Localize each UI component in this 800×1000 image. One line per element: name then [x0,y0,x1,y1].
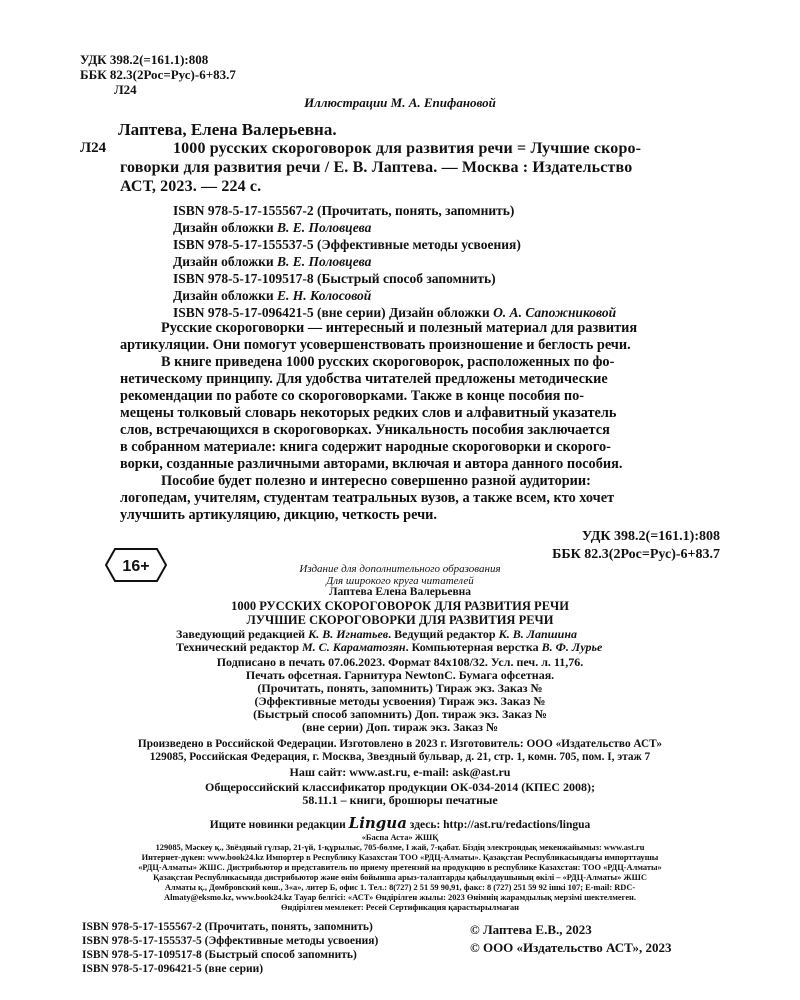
print-info-line: (вне серии) Доп. тираж экз. Заказ № [301,720,499,734]
annotation-line: Русские скороговорки — интересный и полезный материал для развития [161,320,638,336]
kz-line: 129085, Мәскеу қ., Звёздный гүлзар, 21-үй, 1-құрылыс, 705-бөлме, I жай, 7-қабат. Біздің электрондық мекенжайымыз: www.ast.ru [155,843,645,852]
title-line: АСТ, 2023. — 224 с. [120,178,262,195]
kz-line: Интернет-дүкен: www.book24.kz Импортер в Республику Казахстан ТОО «РДЦ-Алматы». Қазақстан Республикасындағы импорттаушы [141,853,659,862]
lingua-logo: Lingua [348,814,407,832]
isbn-line: ISBN 978-5-17-155537-5 (Эффективные методы усвоения) [82,935,379,947]
imprint-subtitle: ЛУЧШИЕ СКОРОГОВОРКИ ДЛЯ РАЗВИТИЯ РЕЧИ [246,613,554,627]
cover-design-line: Дизайн обложки Е. Н. Колосовой [173,288,372,303]
annotation-line: рекомендации по работе со скороговорками. Также в конце пособия по- [120,388,585,404]
isbn-line: ISBN 978-5-17-109517-8 (Быстрый способ запомнить) [82,949,357,961]
kz-line: Қазақстан Республикасында дистрибьютор және өнім бойынша арыз-талаптарды қабылдаушының өкілі – «РДЦ-Алматы» ЖШС [153,873,647,882]
author-heading: Лаптева, Елена Валерьевна. [118,120,337,139]
udk-code: УДК 398.2(=161.1):808 [80,52,209,67]
author-mark-entry: Л24 [80,140,107,156]
lingua-link[interactable]: здесь: http://ast.ru/redactions/lingua [409,819,591,831]
classifier-line: 58.11.1 – книги, брошюры печатные [302,793,498,807]
imprint-title: 1000 РУССКИХ СКОРОГОВОРОК ДЛЯ РАЗВИТИЯ РЕЧИ [231,599,569,613]
classification-header [80,52,236,97]
cover-design-line: Дизайн обложки В. Е. Половцева [173,254,372,269]
age-rating-badge [105,548,167,582]
isbn-line: ISBN 978-5-17-155567-2 (Прочитать, понять, запомнить) [82,921,373,933]
classification-footer [300,528,720,564]
kz-line: Almaty@eksmo.kz, www.book24.kz Тауар белгісі: «АСТ» Өндірілген жылы: 2023 Өнімнің жарамдылық мерзімі шектелмеген. [164,893,636,902]
annotation-line: логопедам, учителям, студентам театральных вузов, а также всем, кто хочет [120,490,615,506]
annotation-line: В книге приведена 1000 русских скороговорок, расположенных по фо- [161,354,615,370]
print-info-line: Печать офсетная. Гарнитура NewtonC. Бумага офсетная. [245,668,555,682]
annotation-line: ворки, созданные различными авторами, включая и автора данного пособия. [120,456,623,472]
print-info-line: (Эффективные методы усвоения) Тираж экз. Заказ № [254,694,546,708]
website-line: Наш сайт: www.ast.ru, e-mail: ask@ast.ru [289,765,511,779]
annotation-line: в собранном материале: книга содержит народные скороговорки и скорого- [120,439,611,455]
kz-line: Өндірілген мемлекет: Ресей Сертификация қарастырылмаған [281,903,519,912]
age-rating-text: 16+ [122,558,150,575]
isbn-line: ISBN 978-5-17-155567-2 (Прочитать, понять, запомнить) [173,203,515,218]
classifier-line: Общероссийский классификатор продукции ОК-034-2014 (КПЕС 2008); [205,780,595,794]
title-line: 1000 русских скороговорок для развития речи = Лучшие скоро- [173,140,642,157]
isbn-line: ISBN 978-5-17-109517-8 (Быстрый способ запомнить) [173,271,496,286]
annotation-line: улучшить артикуляцию, дикцию, четкость речи. [120,507,437,523]
illustrations-credit: Иллюстрации М. А. Епифановой [304,95,496,110]
kz-line: Алматы қ., Домбровский көш., 3«а», литер Б, офис 1. Тел.: 8(727) 2 51 59 90,91, факс: 8 (727) 251 59 92 ішкі 107; E-mail: RDC- [164,883,636,892]
produced-line: Произведено в Российской Федерации. Изготовлено в 2023 г. Изготовитель: ООО «Издательство АСТ» [137,738,663,750]
copyright-author: © Лаптева Е.В., 2023 [470,922,592,937]
title-line: говорки для развития речи / Е. В. Лаптева. — Москва : Издательство [120,159,633,176]
bbk-code: ББК 82.3(2Рос=Рус)-6+83.7 [80,67,236,82]
print-info-line: Подписано в печать 07.06.2023. Формат 84х108/32. Усл. печ. л. 11,76. [216,655,584,669]
print-info-line: (Быстрый способ запомнить) Доп. тираж экз. Заказ № [253,707,547,721]
isbn-line: ISBN 978-5-17-096421-5 (вне серии) [82,963,264,975]
staff-line: Заведующий редакцией К. В. Игнатьев. Ведущий редактор К. В. Лапшина [176,627,577,641]
copyright-publisher: © ООО «Издательство АСТ», 2023 [470,940,672,955]
purpose-line: Для широкого круга читателей [326,575,474,587]
isbn-line: ISBN 978-5-17-155537-5 (Эффективные методы усвоения) [173,237,521,252]
annotation-line: артикуляции. Они помогут усовершенствовать произношение и беглость речи. [120,337,631,353]
address-line: 129085, Российская Федерация, г. Москва, Звездный бульвар, д. 21, стр. 1, комн. 705, пом. I, этаж 7 [149,751,651,763]
annotation-line: мещены толковый словарь некоторых редких слов и алфавитный указатель [120,405,617,421]
kz-line: «Баспа Аста» ЖШҚ [361,833,439,842]
isbn-line: ISBN 978-5-17-096421-5 (вне серии) Дизайн обложки О. А. Сапожниковой [173,305,617,320]
purpose-line: Издание для дополнительного образования [299,563,501,575]
staff-line: Технический редактор М. С. Караматозян. Компьютерная верстка В. Ф. Лурье [176,640,603,654]
print-info-line: (Прочитать, понять, запомнить) Тираж экз. Заказ № [257,681,543,695]
lingua-promo: Ищите новинки редакции Lingua здесь: http://ast.ru/redactions/lingua [209,814,591,832]
annotation-line: Пособие будет полезно и интересно совершенно разной аудитории: [161,473,591,489]
annotation-line: нетическому принципу. Для удобства читателей предложены методические [120,371,608,387]
cover-design-line: Дизайн обложки В. Е. Половцева [173,220,372,235]
imprint-author: Лаптева Елена Валерьевна [328,586,472,598]
bbk-code-footer: ББК 82.3(2Рос=Рус)-6+83.7 [552,547,720,562]
annotation-line: слов, встречающихся в скороговорках. Уникальность пособия заключается [120,422,610,438]
udk-code-footer: УДК 398.2(=161.1):808 [581,529,720,544]
author-mark: Л24 [114,82,137,97]
kz-line: «РДЦ-Алматы» ЖШС. Дистрибьютор и представитель по приему претензий на продукцию в республике Казахстан: ТОО «РДЦ-Алматы» [138,863,662,872]
